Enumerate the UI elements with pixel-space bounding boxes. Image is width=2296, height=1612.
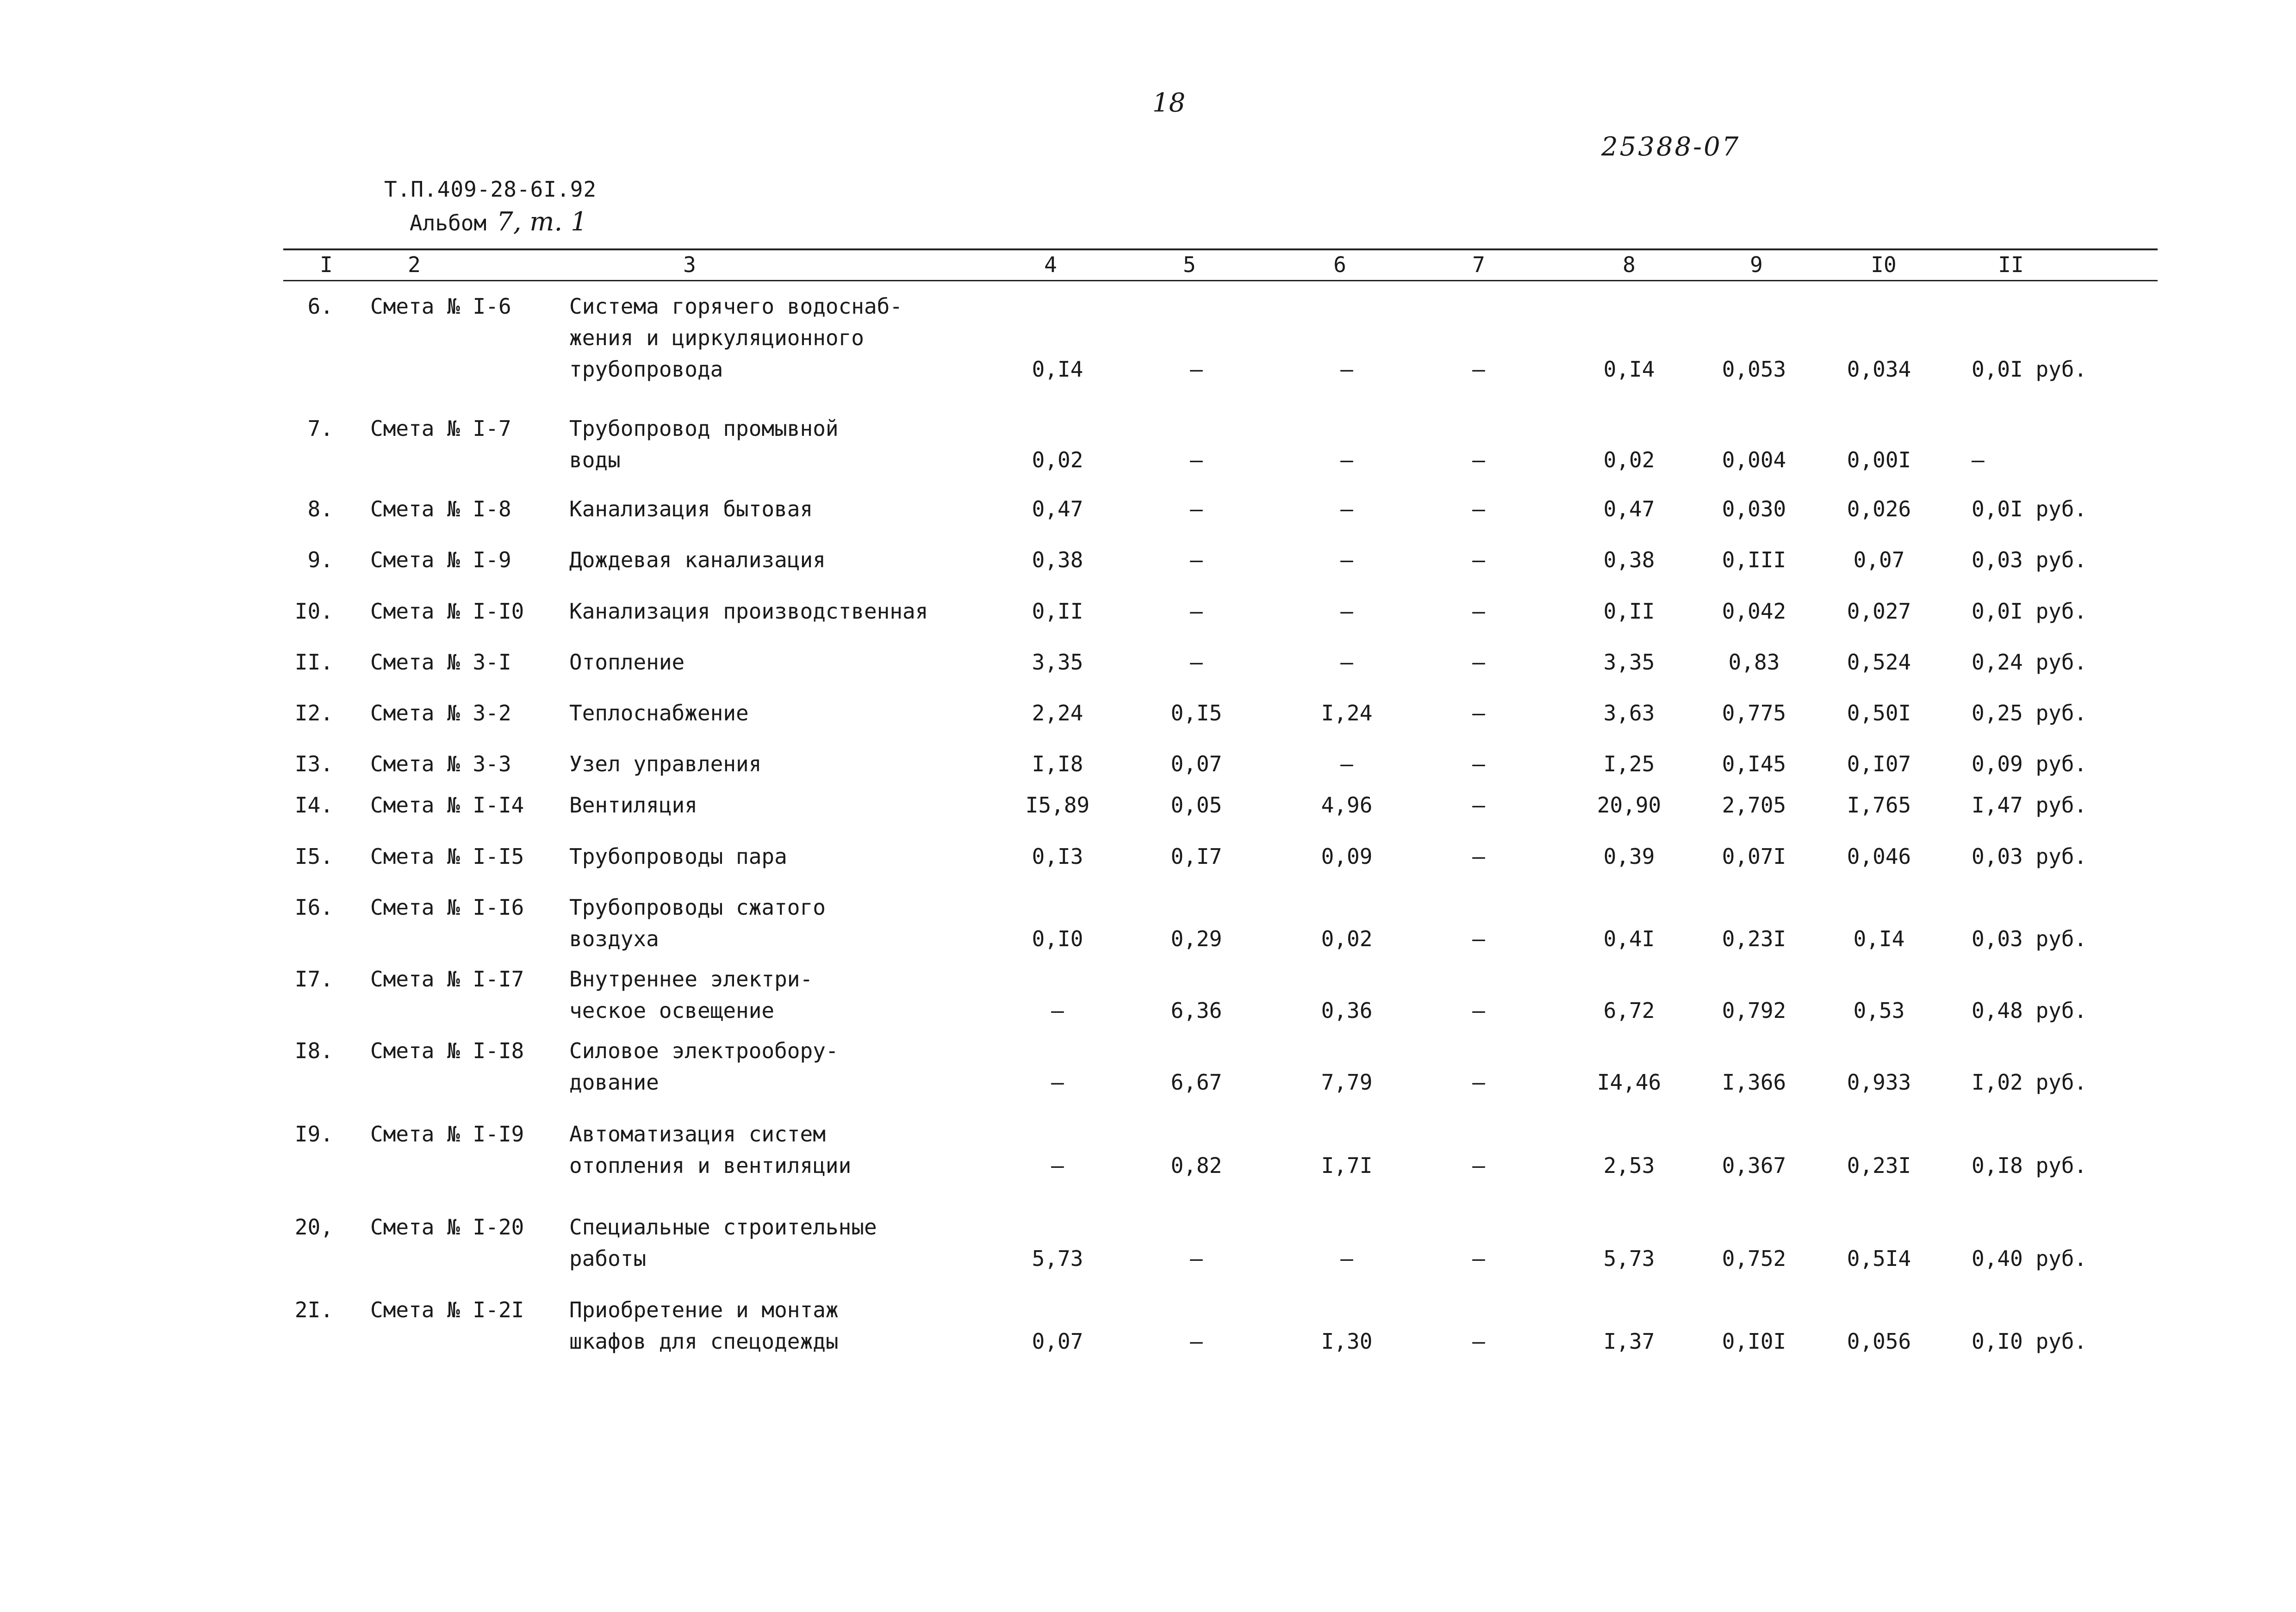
- value-cell-c4: I,I8: [1032, 751, 1083, 776]
- value-cell-c4: 0,38: [1032, 547, 1083, 572]
- value-cell-c8: 6,72: [1603, 998, 1655, 1023]
- value-cell-c8: 3,63: [1603, 701, 1655, 725]
- value-cell-c7: –: [1472, 926, 1485, 951]
- column-header: 7: [1472, 252, 1485, 277]
- value-cell-c10: 0,53: [1853, 998, 1905, 1023]
- row-number: 7.: [307, 416, 333, 441]
- work-description: Канализация производственная: [569, 599, 928, 624]
- value-cell-c9: 0,792: [1722, 998, 1786, 1023]
- work-description: трубопровода: [569, 357, 723, 382]
- column-header: 8: [1623, 252, 1636, 277]
- work-description: Теплоснабжение: [569, 701, 749, 725]
- album-line: [410, 207, 587, 237]
- work-description: Канализация бытовая: [569, 496, 813, 521]
- row-number: 20,: [294, 1215, 333, 1240]
- estimate-number: Смета № I-I4: [370, 793, 524, 818]
- value-cell-c11: 0,03 руб.: [1972, 844, 2087, 869]
- value-cell-c10: 0,034: [1847, 357, 1911, 382]
- value-cell-c4: 0,I0: [1032, 926, 1083, 951]
- value-cell-c7: –: [1472, 447, 1485, 472]
- value-cell-c6: I,7I: [1321, 1153, 1373, 1178]
- column-header: 3: [683, 252, 696, 277]
- value-cell-c10: 0,50I: [1847, 701, 1911, 725]
- value-cell-c10: 0,524: [1847, 650, 1911, 675]
- value-cell-c8: 0,I4: [1603, 357, 1655, 382]
- value-cell-c7: –: [1472, 599, 1485, 624]
- value-cell-c11: 0,0I руб.: [1972, 357, 2087, 382]
- value-cell-c10: 0,I4: [1853, 926, 1905, 951]
- estimate-number: Смета № I-I5: [370, 844, 524, 869]
- value-cell-c6: –: [1340, 599, 1353, 624]
- row-number: 9.: [307, 547, 333, 572]
- estimate-number: Смета № I-I8: [370, 1038, 524, 1063]
- work-description: Вентиляция: [569, 793, 697, 818]
- value-cell-c5: –: [1190, 1329, 1203, 1354]
- value-cell-c11: I,02 руб.: [1972, 1070, 2087, 1095]
- work-description: Система горячего водоснаб-: [569, 294, 903, 319]
- value-cell-c4: 0,I3: [1032, 844, 1083, 869]
- value-cell-c11: 0,0I руб.: [1972, 599, 2087, 624]
- estimate-number: Смета № 3-I: [370, 650, 511, 675]
- value-cell-c4: 0,47: [1032, 496, 1083, 521]
- value-cell-c7: –: [1472, 1153, 1485, 1178]
- value-cell-c10: 0,027: [1847, 599, 1911, 624]
- work-description: дование: [569, 1070, 659, 1095]
- value-cell-c4: –: [1051, 1153, 1064, 1178]
- album-label: Альбом: [410, 211, 487, 236]
- value-cell-c9: 0,053: [1722, 357, 1786, 382]
- value-cell-c10: 0,056: [1847, 1329, 1911, 1354]
- value-cell-c9: 0,004: [1722, 447, 1786, 472]
- column-header: 2: [408, 252, 421, 277]
- value-cell-c4: I5,89: [1025, 793, 1090, 818]
- estimate-number: Смета № 3-3: [370, 751, 511, 776]
- value-cell-c10: 0,026: [1847, 496, 1911, 521]
- estimate-number: Смета № I-20: [370, 1215, 524, 1240]
- value-cell-c7: –: [1472, 751, 1485, 776]
- value-cell-c5: –: [1190, 547, 1203, 572]
- value-cell-c8: 0,4I: [1603, 926, 1655, 951]
- value-cell-c6: I,30: [1321, 1329, 1373, 1354]
- value-cell-c5: –: [1190, 357, 1203, 382]
- value-cell-c11: 0,48 руб.: [1972, 998, 2087, 1023]
- value-cell-c6: –: [1340, 447, 1353, 472]
- value-cell-c11: 0,25 руб.: [1972, 701, 2087, 725]
- value-cell-c9: 0,042: [1722, 599, 1786, 624]
- value-cell-c4: –: [1051, 998, 1064, 1023]
- column-header: 4: [1044, 252, 1057, 277]
- value-cell-c11: I,47 руб.: [1972, 793, 2087, 818]
- work-description: жения и циркуляционного: [569, 325, 864, 350]
- value-cell-c10: 0,I07: [1847, 751, 1911, 776]
- value-cell-c7: –: [1472, 1246, 1485, 1271]
- table-top-rule: [283, 248, 2158, 250]
- value-cell-c7: –: [1472, 998, 1485, 1023]
- estimate-number: Смета № I-I9: [370, 1122, 524, 1147]
- value-cell-c9: 0,367: [1722, 1153, 1786, 1178]
- value-cell-c6: –: [1340, 357, 1353, 382]
- work-description: Узел управления: [569, 751, 762, 776]
- value-cell-c5: 6,67: [1170, 1070, 1222, 1095]
- row-number: II.: [294, 650, 333, 675]
- value-cell-c9: 2,705: [1722, 793, 1786, 818]
- column-header: 6: [1333, 252, 1346, 277]
- row-number: I2.: [294, 701, 333, 725]
- estimate-number: Смета № I-9: [370, 547, 511, 572]
- value-cell-c5: 0,I7: [1170, 844, 1222, 869]
- row-number: 2I.: [294, 1297, 333, 1322]
- value-cell-c6: 0,02: [1321, 926, 1373, 951]
- value-cell-c7: –: [1472, 650, 1485, 675]
- value-cell-c9: 0,752: [1722, 1246, 1786, 1271]
- value-cell-c5: 0,82: [1170, 1153, 1222, 1178]
- value-cell-c6: 0,36: [1321, 998, 1373, 1023]
- value-cell-c11: 0,09 руб.: [1972, 751, 2087, 776]
- value-cell-c8: I,37: [1603, 1329, 1655, 1354]
- estimate-number: Смета № I-7: [370, 416, 511, 441]
- album-value: 7, т. 1: [497, 207, 587, 237]
- column-header: I0: [1871, 252, 1897, 277]
- value-cell-c10: 0,23I: [1847, 1153, 1911, 1178]
- value-cell-c8: 0,02: [1603, 447, 1655, 472]
- value-cell-c11: 0,I0 руб.: [1972, 1329, 2087, 1354]
- value-cell-c8: 2,53: [1603, 1153, 1655, 1178]
- value-cell-c4: 0,02: [1032, 447, 1083, 472]
- value-cell-c5: 0,29: [1170, 926, 1222, 951]
- column-header: I: [320, 252, 333, 277]
- table-header-rule: [283, 280, 2158, 281]
- value-cell-c10: I,765: [1847, 793, 1911, 818]
- value-cell-c9: 0,775: [1722, 701, 1786, 725]
- value-cell-c10: 0,00I: [1847, 447, 1911, 472]
- page-number: 18: [1152, 88, 1186, 118]
- row-number: 8.: [307, 496, 333, 521]
- value-cell-c7: –: [1472, 496, 1485, 521]
- value-cell-c9: 0,III: [1722, 547, 1786, 572]
- estimate-number: Смета № I-I6: [370, 895, 524, 920]
- value-cell-c7: –: [1472, 793, 1485, 818]
- work-description: Автоматизация систем: [569, 1122, 826, 1147]
- value-cell-c4: 0,07: [1032, 1329, 1083, 1354]
- estimate-number: Смета № I-8: [370, 496, 511, 521]
- estimate-number: Смета № I-I0: [370, 599, 524, 624]
- value-cell-c9: 0,I45: [1722, 751, 1786, 776]
- estimate-number: Смета № I-2I: [370, 1297, 524, 1322]
- estimate-number: Смета № 3-2: [370, 701, 511, 725]
- value-cell-c7: –: [1472, 1070, 1485, 1095]
- value-cell-c10: 0,046: [1847, 844, 1911, 869]
- work-description: Трубопроводы пара: [569, 844, 787, 869]
- value-cell-c8: 0,39: [1603, 844, 1655, 869]
- value-cell-c5: –: [1190, 447, 1203, 472]
- work-description: воздуха: [569, 926, 659, 951]
- value-cell-c9: 0,030: [1722, 496, 1786, 521]
- value-cell-c7: –: [1472, 701, 1485, 725]
- value-cell-c5: –: [1190, 599, 1203, 624]
- value-cell-c4: 2,24: [1032, 701, 1083, 725]
- value-cell-c7: –: [1472, 547, 1485, 572]
- row-number: I7.: [294, 967, 333, 992]
- value-cell-c11: –: [1972, 447, 1985, 472]
- value-cell-c7: –: [1472, 1329, 1485, 1354]
- value-cell-c8: 0,38: [1603, 547, 1655, 572]
- estimate-number: Смета № I-6: [370, 294, 511, 319]
- column-header: 9: [1750, 252, 1763, 277]
- value-cell-c8: 0,II: [1603, 599, 1655, 624]
- value-cell-c11: 0,0I руб.: [1972, 496, 2087, 521]
- work-description: Дождевая канализация: [569, 547, 826, 572]
- value-cell-c6: –: [1340, 496, 1353, 521]
- value-cell-c4: 0,I4: [1032, 357, 1083, 382]
- work-description: шкафов для спецодежды: [569, 1329, 839, 1354]
- value-cell-c6: 0,09: [1321, 844, 1373, 869]
- value-cell-c7: –: [1472, 844, 1485, 869]
- value-cell-c10: 0,933: [1847, 1070, 1911, 1095]
- value-cell-c8: 20,90: [1597, 793, 1661, 818]
- value-cell-c6: –: [1340, 751, 1353, 776]
- value-cell-c5: 0,I5: [1170, 701, 1222, 725]
- work-description: Внутреннее электри-: [569, 967, 813, 992]
- row-number: I9.: [294, 1122, 333, 1147]
- value-cell-c9: I,366: [1722, 1070, 1786, 1095]
- value-cell-c5: –: [1190, 650, 1203, 675]
- value-cell-c8: 3,35: [1603, 650, 1655, 675]
- value-cell-c10: 0,07: [1853, 547, 1905, 572]
- value-cell-c9: 0,83: [1728, 650, 1780, 675]
- document-code: 25388-07: [1601, 132, 1741, 162]
- value-cell-c10: 0,5I4: [1847, 1246, 1911, 1271]
- value-cell-c4: 5,73: [1032, 1246, 1083, 1271]
- column-header: 5: [1183, 252, 1196, 277]
- column-header: II: [1998, 252, 2024, 277]
- value-cell-c8: I4,46: [1597, 1070, 1661, 1095]
- value-cell-c5: 6,36: [1170, 998, 1222, 1023]
- value-cell-c11: 0,40 руб.: [1972, 1246, 2087, 1271]
- project-reference: Т.П.409-28-6I.92: [384, 177, 597, 202]
- work-description: ческое освещение: [569, 998, 775, 1023]
- work-description: Специальные строительные: [569, 1215, 877, 1240]
- work-description: Трубопроводы сжатого: [569, 895, 826, 920]
- value-cell-c9: 0,23I: [1722, 926, 1786, 951]
- row-number: I5.: [294, 844, 333, 869]
- value-cell-c6: –: [1340, 650, 1353, 675]
- row-number: 6.: [307, 294, 333, 319]
- value-cell-c11: 0,I8 руб.: [1972, 1153, 2087, 1178]
- value-cell-c6: 7,79: [1321, 1070, 1373, 1095]
- value-cell-c6: –: [1340, 1246, 1353, 1271]
- value-cell-c9: 0,I0I: [1722, 1329, 1786, 1354]
- value-cell-c5: 0,07: [1170, 751, 1222, 776]
- row-number: I6.: [294, 895, 333, 920]
- work-description: отопления и вентиляции: [569, 1153, 852, 1178]
- work-description: Трубопровод промывной: [569, 416, 839, 441]
- work-description: Отопление: [569, 650, 685, 675]
- row-number: I3.: [294, 751, 333, 776]
- row-number: I4.: [294, 793, 333, 818]
- estimate-number: Смета № I-I7: [370, 967, 524, 992]
- row-number: I8.: [294, 1038, 333, 1063]
- work-description: Приобретение и монтаж: [569, 1297, 839, 1322]
- work-description: Силовое электрообору-: [569, 1038, 839, 1063]
- row-number: I0.: [294, 599, 333, 624]
- work-description: работы: [569, 1246, 647, 1271]
- value-cell-c9: 0,07I: [1722, 844, 1786, 869]
- value-cell-c5: –: [1190, 496, 1203, 521]
- value-cell-c6: 4,96: [1321, 793, 1373, 818]
- value-cell-c7: –: [1472, 357, 1485, 382]
- value-cell-c5: –: [1190, 1246, 1203, 1271]
- value-cell-c11: 0,24 руб.: [1972, 650, 2087, 675]
- value-cell-c6: I,24: [1321, 701, 1373, 725]
- value-cell-c4: –: [1051, 1070, 1064, 1095]
- value-cell-c8: 0,47: [1603, 496, 1655, 521]
- value-cell-c8: I,25: [1603, 751, 1655, 776]
- value-cell-c4: 3,35: [1032, 650, 1083, 675]
- value-cell-c5: 0,05: [1170, 793, 1222, 818]
- value-cell-c11: 0,03 руб.: [1972, 926, 2087, 951]
- work-description: воды: [569, 447, 621, 472]
- value-cell-c11: 0,03 руб.: [1972, 547, 2087, 572]
- value-cell-c4: 0,II: [1032, 599, 1083, 624]
- value-cell-c6: –: [1340, 547, 1353, 572]
- value-cell-c8: 5,73: [1603, 1246, 1655, 1271]
